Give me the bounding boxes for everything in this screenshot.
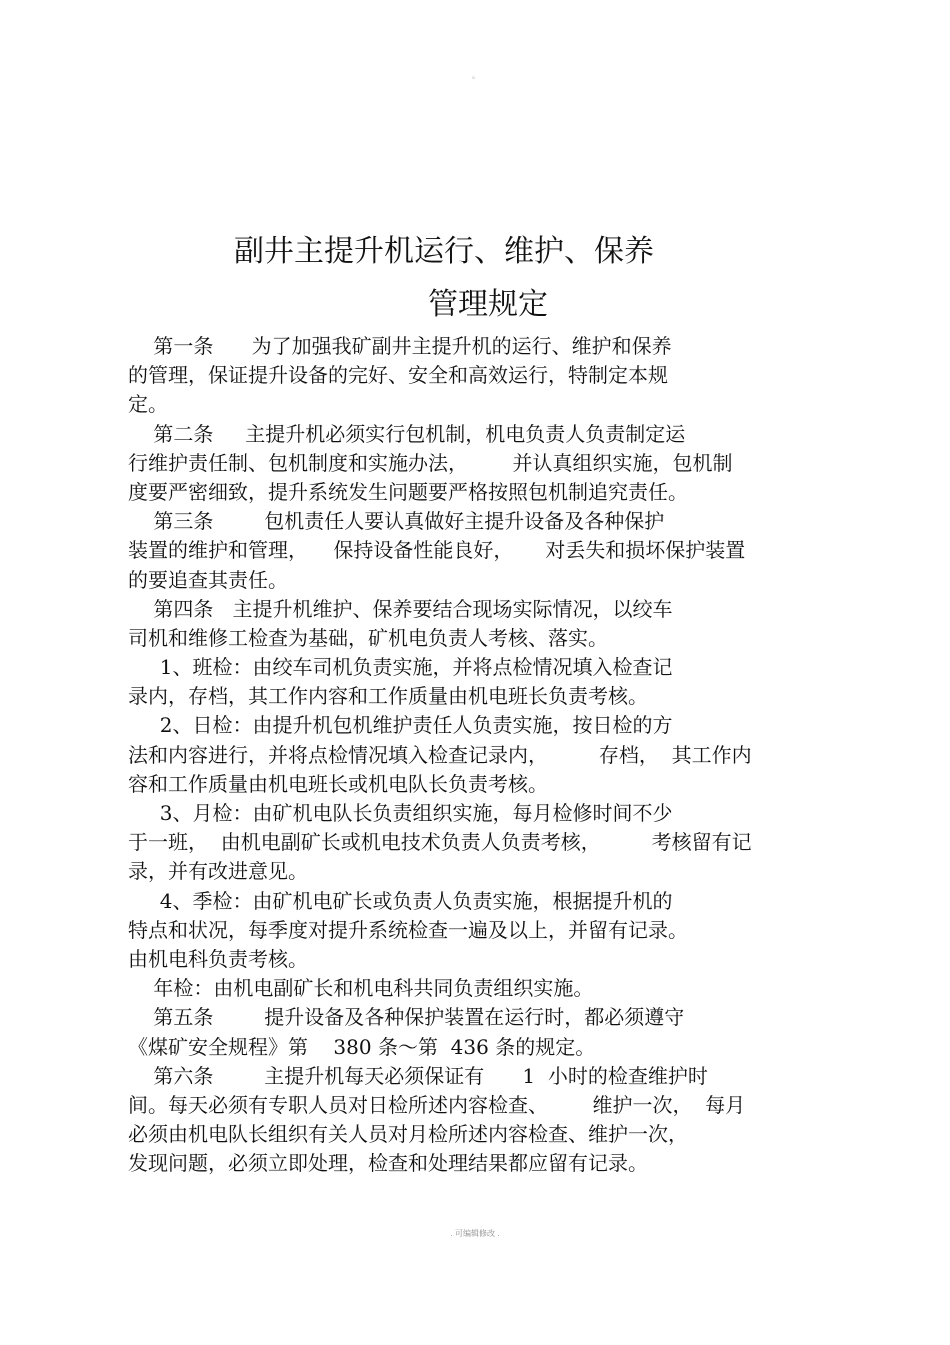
document-title-line-1: 副井主提升机运行、维护、保养	[234, 234, 654, 269]
top-dot-mark: 。	[472, 71, 480, 80]
body-line: 第一条 为了加强我矿副井主提升机的运行、维护和保养	[128, 334, 672, 358]
body-line: 录内，存档，其工作内容和工作质量由机电班长负责考核。	[128, 684, 648, 709]
body-line: 发现问题，必须立即处理，检查和处理结果都应留有记录。	[128, 1151, 648, 1176]
body-line: 法和内容进行，并将点检情况填入检查记录内， 存档， 其工作内	[128, 742, 752, 767]
body-line: 第四条 主提升机维护、保养要结合现场实际情况，以绞车	[128, 596, 673, 621]
body-line: 第五条 提升设备及各种保护装置在运行时，都必须遵守	[128, 1005, 685, 1030]
body-line: 于一班， 由机电副矿长或机电技术负责人负责考核， 考核留有记	[128, 830, 752, 855]
body-line: 间。每天必须有专职人员对日检所述内容检查、 维护一次， 每月	[128, 1092, 746, 1117]
body-line: 1、班检：由绞车司机负责实施，并将点检情况填入检查记	[128, 655, 673, 680]
body-line: 录，并有改进意见。	[128, 859, 308, 884]
body-line: 4、季检：由矿机电矿长或负责人负责实施，根据提升机的	[128, 888, 673, 913]
body-line: 司机和维修工检查为基础，矿机电负责人考核、落实。	[128, 625, 608, 650]
body-line: 度要严密细致，提升系统发生问题要严格按照包机制追究责任。	[128, 479, 688, 504]
body-line: 年检：由机电副矿长和机电科共同负责组织实施。	[128, 976, 594, 1001]
body-line: 第三条 包机责任人要认真做好主提升设备及各种保护	[128, 509, 665, 534]
body-line: 《煤矿安全规程》第 380 条～第 436 条的规定。	[128, 1034, 596, 1059]
body-line: 的要追查其责任。	[128, 567, 288, 592]
page-footer: . 可编辑修改 .	[450, 1229, 500, 1238]
body-line: 装置的维护和管理， 保持设备性能良好， 对丢失和损坏保护装置	[128, 538, 746, 563]
body-line: 必须由机电队长组织有关人员对月检所述内容检查、维护一次，	[128, 1122, 688, 1147]
document-body	[128, 332, 828, 1178]
body-line: 第六条 主提升机每天必须保证有 1 小时的检查维护时	[128, 1063, 708, 1088]
body-line: 定。	[128, 392, 168, 417]
document-title-line-2: 管理规定	[428, 287, 548, 322]
body-line: 容和工作质量由机电班长或机电队长负责考核。	[128, 771, 548, 796]
body-line: 2、日检：由提升机包机维护责任人负责实施，按日检的方	[128, 713, 673, 738]
body-line: 特点和状况，每季度对提升系统检查一遍及以上，并留有记录。	[128, 917, 688, 942]
body-line: 第二条 主提升机必须实行包机制，机电负责人负责制定运	[128, 421, 686, 446]
body-line: 的管理，保证提升设备的完好、安全和高效运行，特制定本规	[128, 363, 668, 388]
body-line: 由机电科负责考核。	[128, 946, 308, 971]
body-line: 3、月检：由矿机电队长负责组织实施，每月检修时间不少	[128, 801, 673, 825]
body-line: 行维护责任制、包机制度和实施办法， 并认真组织实施，包机制	[128, 450, 733, 475]
